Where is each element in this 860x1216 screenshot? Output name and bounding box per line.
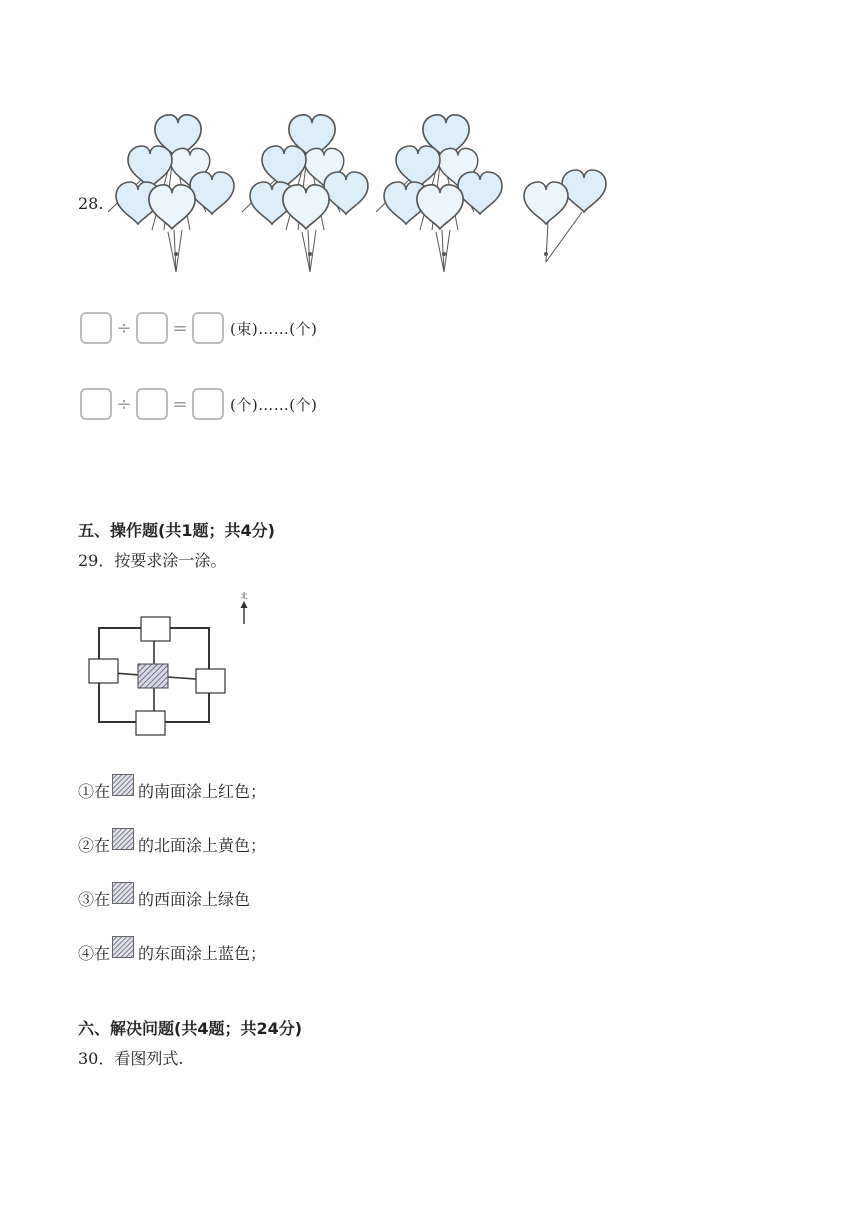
heart-balloons-illustration [108,112,618,280]
instruction-suffix: 的东面涂上蓝色； [138,944,267,963]
equals-sign: = [172,317,188,339]
hatched-square-icon [112,774,134,796]
north-box[interactable] [141,617,170,641]
compass-label: 北 [240,592,248,600]
question-28-number: 28. [78,194,104,213]
hatched-square-icon [112,828,134,850]
instruction-prefix: ①在 [78,782,111,801]
divide-sign: ÷ [116,317,132,339]
answer-box[interactable] [192,312,224,344]
divide-sign: ÷ [116,393,132,415]
north-arrowhead-icon [241,601,248,608]
instruction-item-3 [78,882,250,910]
instruction-item-1 [78,774,266,802]
unit-label: (束)……(个) [230,319,318,338]
center-hatched-box [138,664,168,688]
equals-sign: = [172,393,188,415]
unit-label: (个)……(个) [230,395,318,414]
hatched-square-icon [112,882,134,904]
east-box[interactable] [196,669,225,693]
answer-box[interactable] [192,388,224,420]
section-6-heading: 六、解决问题(共4题；共24分) [78,1019,303,1038]
question-29-text: 29．按要求涂一涂。 [78,551,227,570]
instruction-prefix: ④在 [78,944,111,963]
instruction-prefix: ②在 [78,836,111,855]
instruction-item-2 [78,828,266,856]
question-30-text: 30．看图列式. [78,1049,184,1068]
instruction-prefix: ③在 [78,890,111,909]
answer-box[interactable] [136,388,168,420]
answer-box[interactable] [136,312,168,344]
south-box[interactable] [136,711,165,735]
instruction-suffix: 的南面涂上红色； [138,782,267,801]
answer-box[interactable] [80,388,112,420]
instruction-suffix: 的西面涂上绿色 [138,890,251,909]
west-box[interactable] [89,659,118,683]
equation-row-1 [80,310,317,346]
grid-map-diagram [86,588,256,740]
instruction-suffix: 的北面涂上黄色； [138,836,267,855]
section-5-heading: 五、操作题(共1题；共4分) [78,521,275,540]
instruction-item-4 [78,936,266,964]
hatched-square-icon [112,936,134,958]
equation-row-2 [80,386,317,422]
answer-box[interactable] [80,312,112,344]
